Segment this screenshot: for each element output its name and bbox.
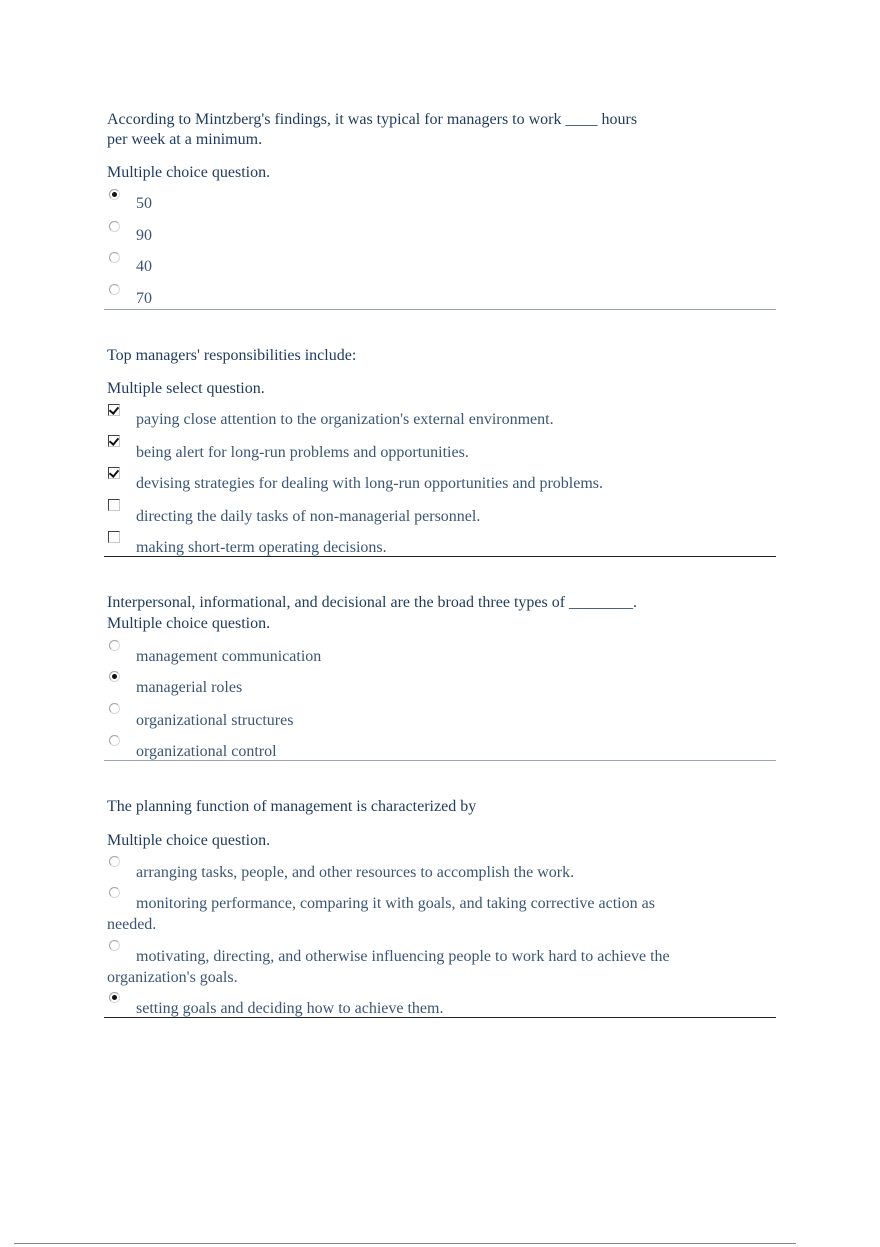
question-prompt-continued: per week at a minimum.: [107, 131, 263, 148]
option-label: organizational structures: [136, 712, 294, 729]
option-label: directing the daily tasks of non-managerial personnel.: [136, 508, 481, 525]
question-prompt: Interpersonal, informational, and decisional are the broad three types of ________.: [107, 594, 638, 611]
option-label: setting goals and deciding how to achieve them.: [136, 1000, 444, 1017]
option-label-continued: organization's goals.: [107, 969, 238, 986]
question-prompt: Top managers' responsibilities include:: [107, 347, 357, 364]
question-type-label: Multiple select question.: [107, 380, 265, 397]
option-label: organizational control: [136, 743, 277, 760]
question-type-label: Multiple choice question.: [107, 164, 271, 181]
option-label: management communication: [136, 648, 322, 665]
question-prompt: The planning function of management is characterized by: [107, 798, 477, 815]
option-label: managerial roles: [136, 679, 243, 696]
page-footer-rule: [14, 1243, 796, 1244]
option-label: arranging tasks, people, and other resources to accomplish the work.: [136, 864, 575, 881]
radio-button[interactable]: [109, 940, 120, 951]
radio-button[interactable]: [109, 887, 120, 898]
option-label: making short-term operating decisions.: [136, 539, 387, 556]
option-label: monitoring performance, comparing it with goals, and taking corrective action as: [136, 895, 655, 912]
question-4: [104, 0, 776, 1022]
question-type-label: Multiple choice question.: [107, 832, 271, 849]
option-label: devising strategies for dealing with long-run opportunities and problems.: [136, 475, 604, 492]
option-label: paying close attention to the organization's external environment.: [136, 411, 554, 428]
radio-button[interactable]: [109, 992, 120, 1003]
radio-button[interactable]: [109, 856, 120, 867]
option-label: 90: [136, 227, 152, 244]
question-type-label: Multiple choice question.: [107, 615, 271, 632]
option-label: being alert for long-run problems and opportunities.: [136, 444, 469, 461]
option-label: 50: [136, 195, 152, 212]
option-label: motivating, directing, and otherwise influencing people to work hard to achieve the: [136, 948, 670, 965]
option-label-continued: needed.: [107, 916, 157, 933]
question-prompt: According to Mintzberg's findings, it was typical for managers to work ____ hours: [107, 111, 638, 128]
option-label: 40: [136, 258, 152, 275]
option-label: 70: [136, 290, 152, 307]
question-divider: [104, 1017, 776, 1018]
